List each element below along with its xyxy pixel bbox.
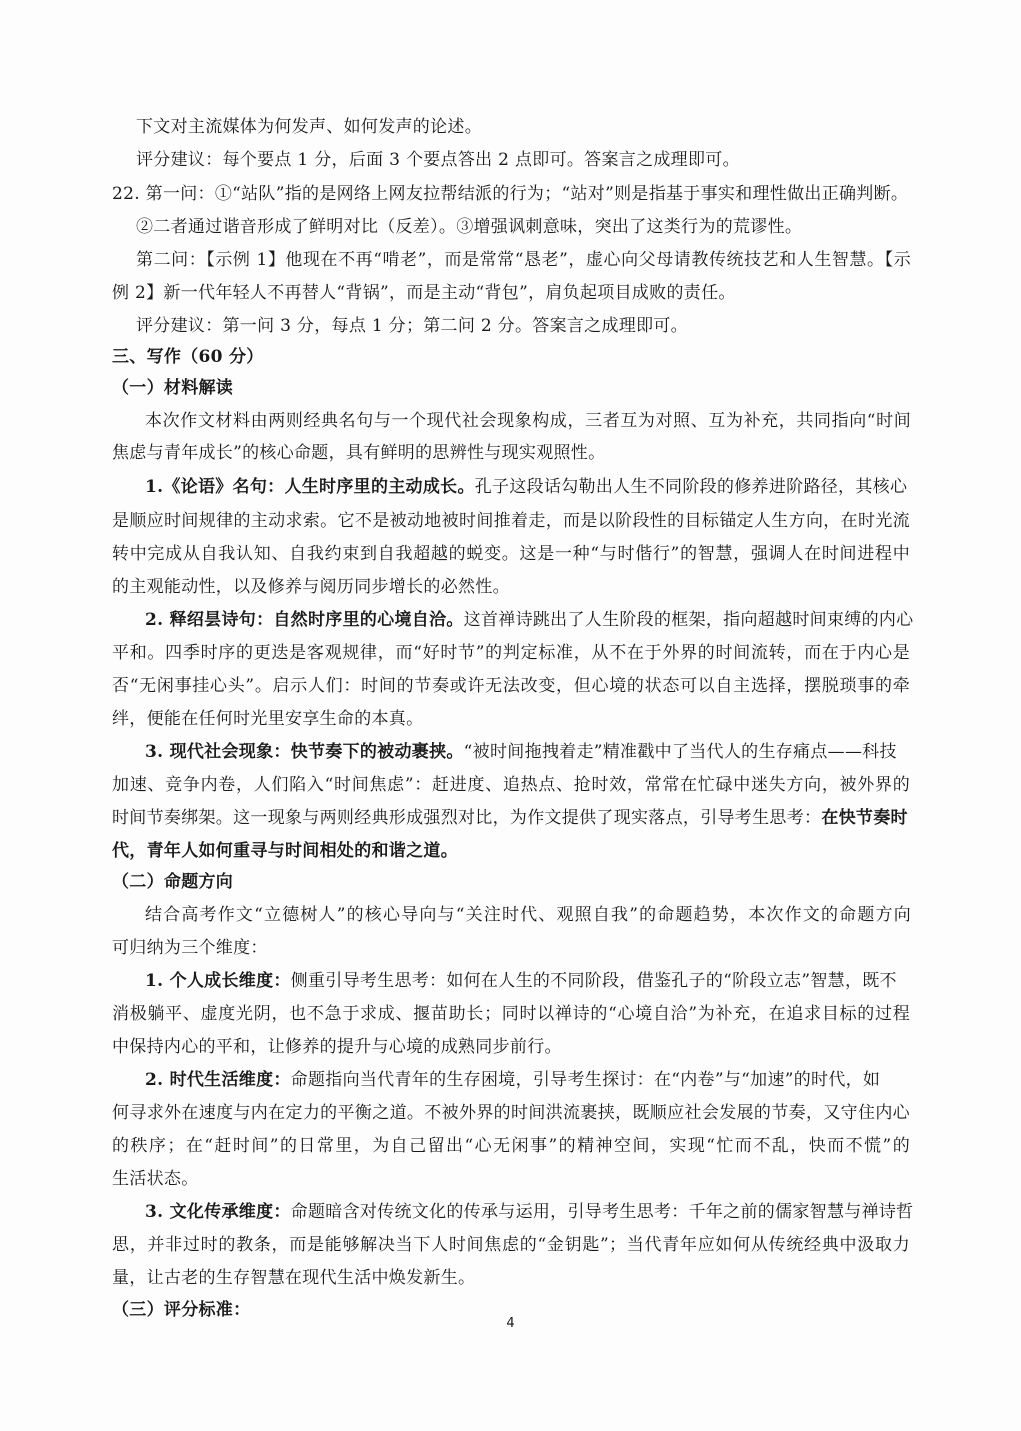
subsection-heading-material: （一）材料解读 xyxy=(112,378,234,398)
paragraph-first-line xyxy=(145,1069,911,1091)
paragraph-first-line xyxy=(145,476,911,498)
subsection-heading-direction: （二）命题方向 xyxy=(112,872,234,892)
dimension-title: 3. 文化传承维度： xyxy=(145,1202,291,1222)
bold-span: 在快节奏时 xyxy=(821,808,908,828)
text-line: 转中完成从自我认知、自我约束到自我超越的蜕变。这是一种“与时偕行”的智慧，强调人在时间进程中 xyxy=(112,544,910,564)
paragraph-first-line xyxy=(145,970,911,992)
point-text: “被时间拖拽着走”精准戳中了当代人的生存痛点——科技 xyxy=(463,742,897,762)
point-text: 这首禅诗跳出了人生阶段的框架，指向超越时间束缚的内心 xyxy=(463,610,914,630)
text-line: 何寻求外在速度与内在定力的平衡之道。不被外界的时间洪流裹挟，既顺应社会发展的节奏，又守住内心 xyxy=(112,1103,910,1123)
dimension-text: 命题指向当代青年的生存困境，引导考生探讨：在“内卷”与“加速”的时代，如 xyxy=(290,1070,881,1090)
text-line: 代，青年人如何重寻与时间相处的和谐之道。 xyxy=(112,841,458,861)
paragraph-first-line xyxy=(145,741,911,763)
dimension-title: 1. 个人成长维度： xyxy=(145,971,291,991)
section-heading-writing: 三、写作（60 分） xyxy=(112,347,264,367)
text-line: ②二者通过谐音形成了鲜明对比（反差）。③增强讽刺意味，突出了这类行为的荒谬性。 xyxy=(136,217,803,237)
text-line: 量，让古老的生存智慧在现代生活中焕发新生。 xyxy=(112,1268,476,1288)
point-title: 3. 现代社会现象：快节奏下的被动裹挟。 xyxy=(145,742,464,762)
text-span: 时间节奏绑架。这一现象与两则经典形成强烈对比，为作文提供了现实落点，引导考生思考： xyxy=(112,808,822,828)
text-line: 评分建议：第一问 3 分，每点 1 分；第二问 2 分。答案言之成理即可。 xyxy=(136,316,688,336)
text-line: 思，并非过时的教条，而是能够解决当下人时间焦虑的“金钥匙”；当代青年应如何从传统经典中汲取力 xyxy=(112,1235,910,1255)
text-line xyxy=(112,807,910,829)
answer-22-line: 22. 第一问：①“站队”指的是网络上网友拉帮结派的行为；“站对”则是指基于事实和理性做出正确判断。 xyxy=(112,184,909,204)
point-title: 1.《论语》名句：人生时序里的主动成长。 xyxy=(145,477,475,497)
text-line: 是顺应时间规律的主动求索。它不是被动地被时间推着走，而是以阶段性的目标锚定人生方向，在时光流 xyxy=(112,511,910,531)
text-line: 结合高考作文“立德树人”的核心导向与“关注时代、观照自我”的命题趋势，本次作文的命题方向 xyxy=(145,905,911,925)
dimension-text: 侧重引导考生思考：如何在人生的不同阶段，借鉴孔子的“阶段立志”智慧，既不 xyxy=(290,971,897,991)
text-line: 第二问：【示例 1】他现在不再“啃老”，而是常常“恳老”，虚心向父母请教传统技艺和人生智慧。【示 xyxy=(136,250,911,270)
point-title: 2. 释绍昙诗句：自然时序里的心境自洽。 xyxy=(145,610,464,630)
text-line: 消极躺平、虚度光阴，也不急于求成、揠苗助长；同时以禅诗的“心境自洽”为补充，在追求目标的过程 xyxy=(112,1004,910,1024)
text-line: 平和。四季时序的更迭是客观规律，而“好时节”的判定标准，从不在于外界的时间流转，而在于内心是 xyxy=(112,643,910,663)
text-line: 例 2】新一代年轻人不再替人“背锅”，而是主动“背包”，肩负起项目成败的责任。 xyxy=(112,283,736,303)
text-line: 可归纳为三个维度： xyxy=(112,938,268,958)
text-line: 绊，便能在任何时光里安享生命的本真。 xyxy=(112,709,424,729)
text-line: 下文对主流媒体为何发声、如何发声的论述。 xyxy=(136,117,482,137)
dimension-title: 2. 时代生活维度： xyxy=(145,1070,291,1090)
text-line: 的主观能动性，以及修养与阅历同步增长的必然性。 xyxy=(112,577,510,597)
text-line: 生活状态。 xyxy=(112,1169,199,1189)
paragraph-first-line xyxy=(145,1201,914,1223)
point-text: 孔子这段话勾勒出人生不同阶段的修养进阶路径，其核心 xyxy=(474,477,908,497)
text-line: 评分建议：每个要点 1 分，后面 3 个要点答出 2 点即可。答案言之成理即可。 xyxy=(136,150,740,170)
text-line: 的秩序；在“赶时间”的日常里，为自己留出“心无闲事”的精神空间，实现“忙而不乱，快而不慌”的 xyxy=(112,1136,910,1156)
subsection-heading-scoring: （三）评分标准： xyxy=(112,1300,251,1320)
dimension-text: 命题暗含对传统文化的传承与运用，引导考生思考：千年之前的儒家智慧与禅诗哲 xyxy=(290,1202,914,1222)
text-line: 焦虑与青年成长”的核心命题，具有鲜明的思辨性与现实观照性。 xyxy=(112,443,606,463)
text-line: 否“无闲事挂心头”。启示人们：时间的节奏或许无法改变，但心境的状态可以自主选择，摆脱琐事的牵 xyxy=(112,676,910,696)
paragraph-first-line xyxy=(145,609,914,631)
text-line: 本次作文材料由两则经典名句与一个现代社会现象构成，三者互为对照、互为补充，共同指向“时间 xyxy=(145,411,911,431)
page-number: 4 xyxy=(506,1316,515,1331)
text-line: 加速、竞争内卷，人们陷入“时间焦虑”：赶进度、追热点、抢时效，常常在忙碌中迷失方向，被外界的 xyxy=(112,775,910,795)
text-line: 中保持内心的平和，让修养的提升与心境的成熟同步前行。 xyxy=(112,1037,562,1057)
